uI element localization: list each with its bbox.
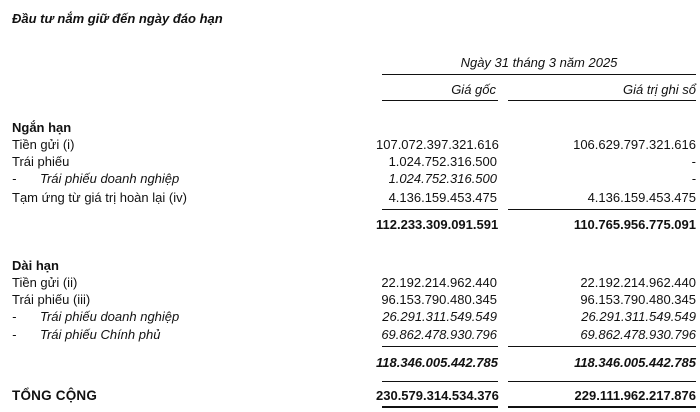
cost-value: 96.153.790.480.345 xyxy=(381,292,497,307)
table-row xyxy=(0,275,700,293)
section-heading-row xyxy=(0,120,700,138)
carrying-value: 69.862.478.930.796 xyxy=(580,327,696,342)
row-label: Trái phiếu xyxy=(12,154,70,169)
row-label: Tạm ứng từ giá trị hoàn lại (iv) xyxy=(12,190,187,205)
table-row xyxy=(0,292,700,310)
section-heading-row xyxy=(0,258,700,276)
header-date: Ngày 31 tháng 3 năm 2025 xyxy=(460,55,618,70)
cost-value: 4.136.159.453.475 xyxy=(388,190,497,205)
table-row xyxy=(0,154,700,172)
subtotal-row xyxy=(0,217,700,235)
total-label: TỔNG CỘNG xyxy=(12,388,98,403)
table-row xyxy=(0,309,700,327)
section-heading-long-term: Dài hạn xyxy=(12,258,59,273)
column-header-carrying-rule xyxy=(508,100,696,101)
carrying-value: 22.192.214.962.440 xyxy=(580,275,696,290)
carrying-value: 106.629.797.321.616 xyxy=(573,137,696,152)
total-row xyxy=(0,388,700,406)
cost-value: 26.291.311.549.549 xyxy=(382,309,497,324)
carrying-value: - xyxy=(691,154,696,169)
page-title: Đầu tư nắm giữ đến ngày đáo hạn xyxy=(12,11,223,26)
subtotal-rule xyxy=(508,346,696,347)
total-rule xyxy=(382,381,498,382)
table-row xyxy=(0,190,700,208)
column-header-cost-rule xyxy=(382,100,498,101)
cost-value: 1.024.752.316.500 xyxy=(388,171,497,186)
column-header-carrying-value: Giá trị ghi sổ xyxy=(623,82,696,97)
column-header-cost: Giá gốc xyxy=(451,82,496,97)
total-carrying: 229.111.962.217.876 xyxy=(574,388,696,403)
table-row xyxy=(0,171,700,189)
carrying-value: 26.291.311.549.549 xyxy=(581,309,696,324)
cost-value: 1.024.752.316.500 xyxy=(388,154,497,169)
row-dash: - xyxy=(12,327,17,342)
cost-value: 22.192.214.962.440 xyxy=(381,275,497,290)
total-double-rule xyxy=(508,406,696,408)
total-cost: 230.579.314.534.376 xyxy=(376,388,499,403)
row-label: Tiền gửi (i) xyxy=(12,137,75,152)
table-row xyxy=(0,137,700,155)
row-label-wrap xyxy=(12,171,179,186)
cost-value: 69.862.478.930.796 xyxy=(381,327,497,342)
subtotal-carrying: 118.346.005.442.785 xyxy=(574,355,696,370)
header-divider xyxy=(382,74,696,75)
subtotal-rule xyxy=(382,209,498,210)
row-label: Trái phiếu doanh nghiệp xyxy=(40,171,180,186)
row-dash: - xyxy=(12,171,17,186)
row-label-wrap xyxy=(12,327,160,342)
row-label: Tiền gửi (ii) xyxy=(12,275,78,290)
subtotal-row xyxy=(0,355,700,373)
subtotal-cost: 118.346.005.442.785 xyxy=(376,355,498,370)
cost-value: 107.072.397.321.616 xyxy=(376,137,499,152)
total-rule xyxy=(508,381,696,382)
row-label-wrap xyxy=(12,309,179,324)
subtotal-rule xyxy=(508,209,696,210)
carrying-value: 96.153.790.480.345 xyxy=(580,292,696,307)
subtotal-carrying: 110.765.956.775.091 xyxy=(573,217,696,232)
subtotal-rule xyxy=(382,346,498,347)
row-label: Trái phiếu doanh nghiệp xyxy=(40,309,180,324)
subtotal-cost: 112.233.309.091.591 xyxy=(376,217,499,232)
row-label: Trái phiếu (iii) xyxy=(12,292,91,307)
row-label: Trái phiếu Chính phủ xyxy=(40,327,161,342)
carrying-value: - xyxy=(691,171,696,186)
row-dash: - xyxy=(12,309,17,324)
table-row xyxy=(0,327,700,345)
carrying-value: 4.136.159.453.475 xyxy=(587,190,696,205)
section-heading-short-term: Ngắn hạn xyxy=(12,120,72,135)
total-double-rule xyxy=(382,406,498,408)
